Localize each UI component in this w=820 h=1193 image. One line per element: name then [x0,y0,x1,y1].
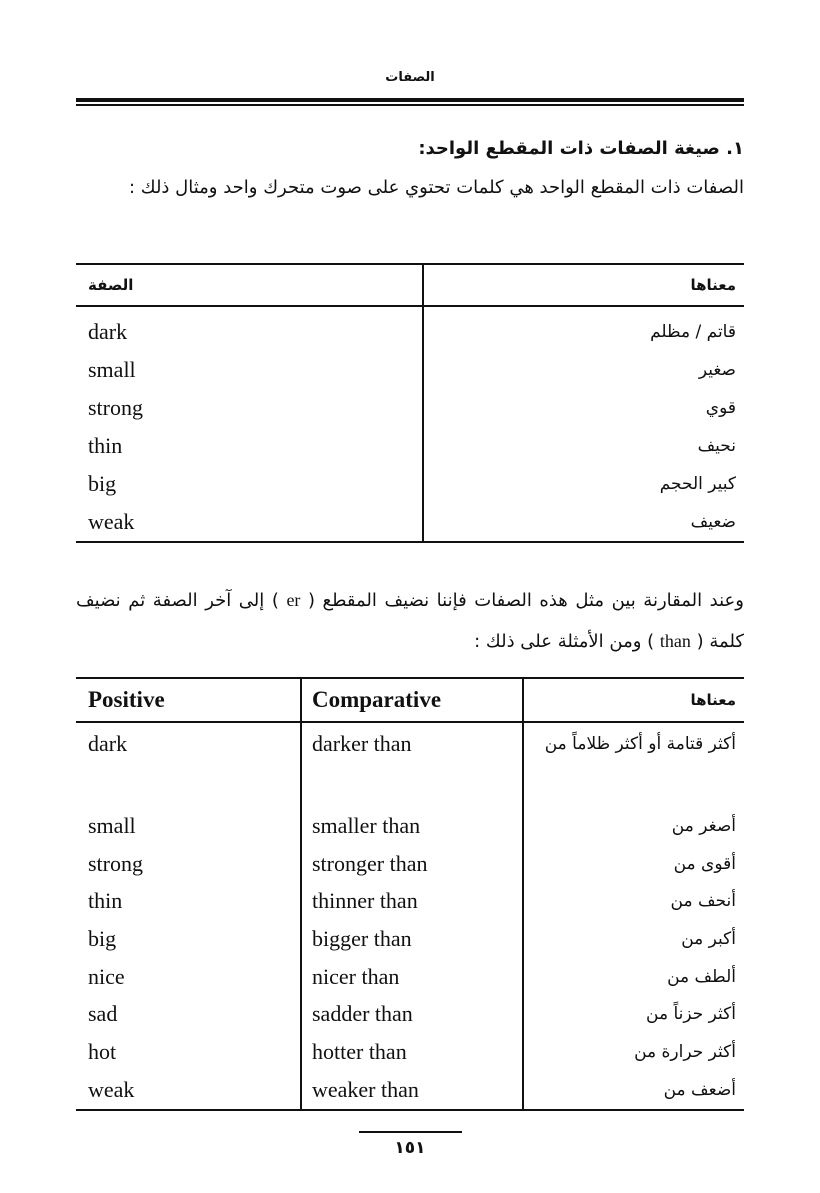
positive-cell: nice [76,958,301,996]
meaning-cell: نحيف [697,436,736,456]
intro-paragraph: الصفات ذات المقطع الواحد هي كلمات تحتوي على صوت متحرك واحد ومثال ذلك : [128,177,744,198]
table-row [76,465,744,503]
footer-rule [359,1131,462,1133]
positive-cell: weak [76,1071,301,1110]
adjective-cell: strong [76,389,423,427]
meaning-cell: صغير [698,360,736,380]
running-header: الصفات [385,70,435,85]
comparative-cell: bigger than [301,920,523,958]
column-header-meaning: معناها [523,678,744,722]
adjective-cell: thin [76,427,423,465]
table-row [76,306,744,351]
table-row [76,807,744,845]
column-header-comparative: Comparative [301,678,523,722]
adjective-cell: dark [76,306,423,351]
column-header-positive: Positive [76,678,301,722]
section-heading: ١. صيغة الصفات ذات المقطع الواحد: [418,138,744,159]
table-row [76,1071,744,1110]
table-row [76,995,744,1033]
meaning-cell: قاتم / مظلم [650,322,736,342]
comparison-paragraph [76,580,744,662]
table-header-row [76,678,744,722]
positive-cell: big [76,920,301,958]
comparative-cell: nicer than [301,958,523,996]
meaning-cell: ألطف من [667,966,736,987]
table-row [76,920,744,958]
comparison-text: ثم نضيف كلمة ( [76,590,744,652]
meaning-cell: أضعف من [663,1079,736,1100]
table-row [76,503,744,542]
comparative-cell: sadder than [301,995,523,1033]
table-row [76,722,744,807]
comparative-cell: thinner than [301,882,523,920]
meaning-cell: قوي [705,398,736,418]
comparatives-table [76,677,744,1111]
positive-cell: small [76,807,301,845]
table-header-row [76,264,744,306]
comparative-cell: smaller than [301,807,523,845]
meaning-cell: ضعيف [690,512,736,532]
than-term: than [659,631,691,651]
page-number: ١٥١ [394,1138,426,1158]
comparative-cell: weaker than [301,1071,523,1110]
comparison-text: ) إلى آخر الصفة [152,590,279,611]
meaning-cell: أنحف من [670,891,736,912]
table-row [76,389,744,427]
suffix-term: er [286,590,301,610]
header-rule-thin [76,104,744,106]
table-row [76,958,744,996]
positive-cell: strong [76,845,301,883]
adjective-cell: weak [76,503,423,542]
table-row [76,845,744,883]
meaning-cell: أكثر حزناً من [646,1004,736,1025]
column-header-adjective: الصفة [76,264,423,306]
column-header-meaning: معناها [423,264,744,306]
table-row [76,882,744,920]
comparison-text: ) ومن الأمثلة على ذلك : [474,631,655,652]
meaning-cell: أقوى من [673,853,736,874]
positive-cell: thin [76,882,301,920]
meaning-cell: أكثر حرارة من [634,1041,736,1062]
comparative-cell: hotter than [301,1033,523,1071]
adjective-cell: small [76,351,423,389]
header-rule-thick [76,98,744,102]
meaning-cell: أكثر قتامة أو أكثر ظلاماً من [544,734,736,754]
meaning-cell: أصغر من [671,815,736,836]
comparative-cell: darker than [301,722,523,807]
meaning-cell: أكبر من [681,928,736,949]
adjective-cell: big [76,465,423,503]
comparative-cell: stronger than [301,845,523,883]
comparison-text: وعند المقارنة بين مثل هذه الصفات فإننا نضيف المقطع ( [307,590,744,611]
table-row [76,427,744,465]
positive-cell: sad [76,995,301,1033]
table-row [76,1033,744,1071]
positive-cell: hot [76,1033,301,1071]
table-row [76,351,744,389]
positive-cell: dark [76,722,301,807]
adjectives-table [76,263,744,543]
meaning-cell: كبير الحجم [659,474,736,494]
